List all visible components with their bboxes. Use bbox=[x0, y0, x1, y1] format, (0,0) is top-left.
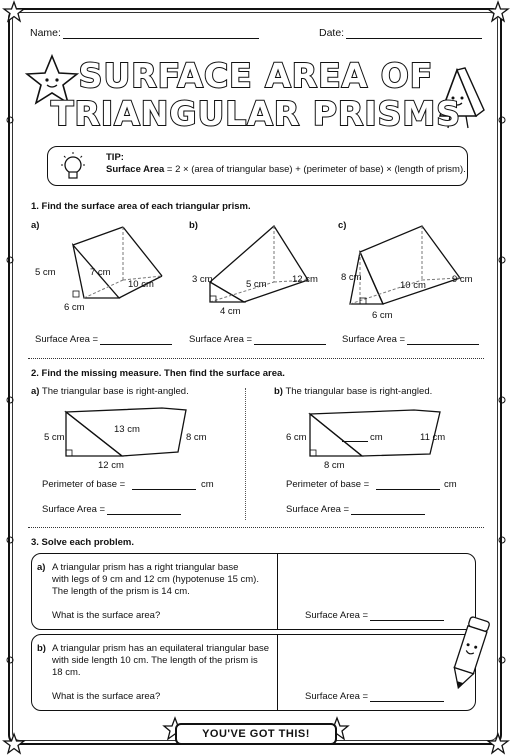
problem-3a-line1: A triangular prism has a right triangular base bbox=[52, 562, 239, 573]
prism-2a-hyp: 13 cm bbox=[114, 424, 140, 435]
answer-3a-field[interactable] bbox=[370, 620, 444, 621]
corner-star-icon bbox=[4, 734, 24, 753]
section-divider bbox=[28, 358, 484, 359]
answer-2b-label: Surface Area = bbox=[286, 504, 350, 515]
name-label: Name: bbox=[30, 27, 61, 39]
prism-1c-length: 9 cm bbox=[452, 274, 473, 285]
prism-1b-side2: 5 cm bbox=[246, 279, 267, 290]
problem-2a-label: a) bbox=[31, 386, 40, 397]
prism-2b-length: 11 cm bbox=[420, 432, 446, 443]
answer-3a-label: Surface Area = bbox=[305, 610, 369, 621]
answer-1c-label: Surface Area = bbox=[342, 334, 406, 345]
answer-2b-field[interactable] bbox=[351, 514, 425, 515]
answer-1c-field[interactable] bbox=[407, 344, 479, 345]
problem-2a-note: The triangular base is right-angled. bbox=[41, 386, 189, 397]
prism-2b-hyp-field[interactable] bbox=[342, 441, 368, 442]
problem-3a-line3: The length of the prism is 14 cm. bbox=[52, 586, 190, 597]
problem-3a-label: a) bbox=[37, 562, 46, 573]
problem-3b-box bbox=[31, 634, 476, 711]
tip-box bbox=[47, 146, 468, 186]
section-divider bbox=[28, 527, 484, 528]
perimeter-2a-field[interactable] bbox=[132, 489, 196, 490]
problem-3a-question: What is the surface area? bbox=[52, 610, 161, 621]
date-label: Date: bbox=[319, 27, 345, 39]
problem-3b-divider bbox=[277, 635, 278, 710]
perimeter-2b-unit: cm bbox=[444, 479, 457, 490]
prism-1b-base: 4 cm bbox=[220, 306, 241, 317]
problem-3a-box bbox=[31, 553, 476, 630]
pencil-mascot-icon bbox=[446, 612, 496, 694]
problem-2b-note: The triangular base is right-angled. bbox=[285, 386, 433, 397]
prism-2b-base: 8 cm bbox=[324, 460, 345, 471]
prism-1b-length: 12 cm bbox=[292, 274, 318, 285]
tip-term: Surface Area bbox=[106, 164, 165, 175]
encouragement-banner: YOU'VE GOT THIS! bbox=[175, 723, 337, 745]
prism-1b-side1: 3 cm bbox=[192, 274, 213, 285]
answer-1b-field[interactable] bbox=[254, 344, 326, 345]
prism-1c-base: 6 cm bbox=[372, 310, 393, 321]
date-field[interactable] bbox=[346, 38, 482, 39]
prism-1b-diagram bbox=[186, 222, 336, 317]
problem-3b-line1: A triangular prism has an equilateral triangular base bbox=[52, 643, 270, 654]
prism-1a-length: 10 cm bbox=[128, 279, 154, 290]
prism-1c-diagram bbox=[336, 222, 486, 317]
prism-1a-side1: 5 cm bbox=[35, 267, 56, 278]
perimeter-2b-field[interactable] bbox=[376, 489, 440, 490]
prism-1c-side2: 10 cm bbox=[400, 280, 426, 291]
corner-star-icon bbox=[488, 734, 508, 753]
problem-1c-label: c) bbox=[338, 220, 347, 231]
prism-1c-side1: 8 cm bbox=[341, 272, 362, 283]
problem-3b-label: b) bbox=[37, 643, 46, 654]
prism-2b-hyp-unit: cm bbox=[370, 432, 383, 443]
corner-star-icon bbox=[488, 2, 508, 21]
section3-heading: 3. Solve each problem. bbox=[31, 537, 134, 548]
page-title-line2: TRIANGULAR PRISMS bbox=[51, 94, 461, 133]
problem-1a-label: a) bbox=[31, 220, 40, 231]
answer-3b-label: Surface Area = bbox=[305, 691, 369, 702]
problem-3b-question: What is the surface area? bbox=[52, 691, 161, 702]
prism-1a-base: 6 cm bbox=[64, 302, 85, 313]
problem-3b-line3: 18 cm. bbox=[52, 667, 81, 678]
prism-1a-side2: 7 cm bbox=[90, 267, 111, 278]
problem-3a-line2: with legs of 9 cm and 12 cm (hypotenuse 15 cm). bbox=[52, 574, 259, 585]
lightbulb-icon bbox=[58, 151, 88, 183]
problem-1b-label: b) bbox=[189, 220, 198, 231]
page-title-line1: SURFACE AREA OF bbox=[78, 56, 434, 95]
perimeter-2a-label: Perimeter of base = bbox=[42, 479, 126, 490]
answer-2a-field[interactable] bbox=[107, 514, 181, 515]
answer-3b-field[interactable] bbox=[370, 701, 444, 702]
section2-divider bbox=[245, 388, 246, 520]
tip-formula: = 2 × (area of triangular base) + (perimeter of base) × (length of prism). bbox=[164, 164, 466, 175]
answer-1b-label: Surface Area = bbox=[189, 334, 253, 345]
problem-3b-line2: with side length 10 cm. The length of the prism is bbox=[52, 655, 258, 666]
name-field[interactable] bbox=[63, 38, 259, 39]
perimeter-2a-unit: cm bbox=[201, 479, 214, 490]
section1-heading: 1. Find the surface area of each triangular prism. bbox=[31, 201, 251, 212]
answer-1a-field[interactable] bbox=[100, 344, 172, 345]
corner-star-icon bbox=[4, 2, 24, 21]
tip-heading: TIP: bbox=[106, 152, 124, 163]
prism-2a-leg: 5 cm bbox=[44, 432, 65, 443]
prism-2a-base: 12 cm bbox=[98, 460, 124, 471]
section2-heading: 2. Find the missing measure. Then find the surface area. bbox=[31, 368, 285, 379]
perimeter-2b-label: Perimeter of base = bbox=[286, 479, 370, 490]
answer-2a-label: Surface Area = bbox=[42, 504, 106, 515]
answer-1a-label: Surface Area = bbox=[35, 334, 99, 345]
prism-2b-leg: 6 cm bbox=[286, 432, 307, 443]
problem-2b-label: b) bbox=[274, 386, 283, 397]
prism-2a-length: 8 cm bbox=[186, 432, 207, 443]
problem-3a-divider bbox=[277, 554, 278, 629]
